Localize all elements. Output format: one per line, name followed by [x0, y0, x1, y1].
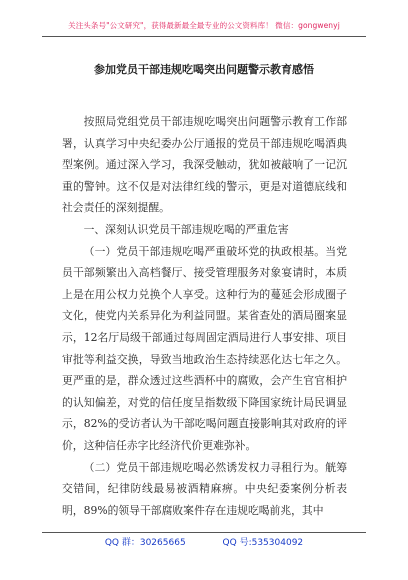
footer-qq-group: QQ 群：30265665 [104, 538, 186, 548]
footer [0, 535, 408, 548]
header-divider [42, 36, 366, 37]
section-heading: 一、深刻认识党员干部违规吃喝的严重危害 [83, 222, 289, 236]
body-paragraph: （二）党员干部违规吃喝必然诱发权力寻租行为。觥筹交错间，纪律防线最易被酒精麻痹。中央纪委案例分析表明，89%的领导干部腐败案件存在违规吃喝前兆，其中 [62, 460, 347, 517]
body-paragraph: （一）党员干部违规吃喝严重破坏党的执政根基。当党员干部频繁出入高档餐厅、接受管理服务对象宴请时，本质上是在用公权力兑换个人享受。这种行为的蔓延会形成圈子文化，使党内关系异化为利益同盟。某省查处的酒局圈案显示，12名厅局级干部通过每周固定酒局进行人事安排、项目审批等利益交换，导致当地政治生态持续恶化达七年之久。更严重的是，群众透过这些酒杯中的腐败，会产生官官相护的认知偏差，对党的信任度呈指数级下降国家统计局民调显示，82%的受访者认为干部吃喝问题直接影响其对政府的评价，这种信任赤字比经济代价更难弥补。 [62, 244, 347, 452]
body-paragraph: 按照局党组党员干部违规吃喝突出问题警示教育工作部署，认真学习中央纪委办公厅通报的党员干部违规吃喝酒典型案例。通过深入学习，我深受触动，犹如被敲响了一记沉重的警钟。这不仅是对法律红线的警示，更是对道德底线和社会责任的深刻提醒。 [62, 115, 347, 215]
footer-divider [42, 532, 366, 533]
document-body [62, 111, 347, 521]
header-banner: 关注头条号"公文研究"，获得最新最全最专业的公文资料库！ 微信：gongwenyj [68, 21, 340, 30]
document-title: 参加党员干部违规吃喝突出问题警示教育感悟 [94, 63, 314, 76]
footer-qq-number: QQ 号:535304092 [222, 538, 304, 548]
